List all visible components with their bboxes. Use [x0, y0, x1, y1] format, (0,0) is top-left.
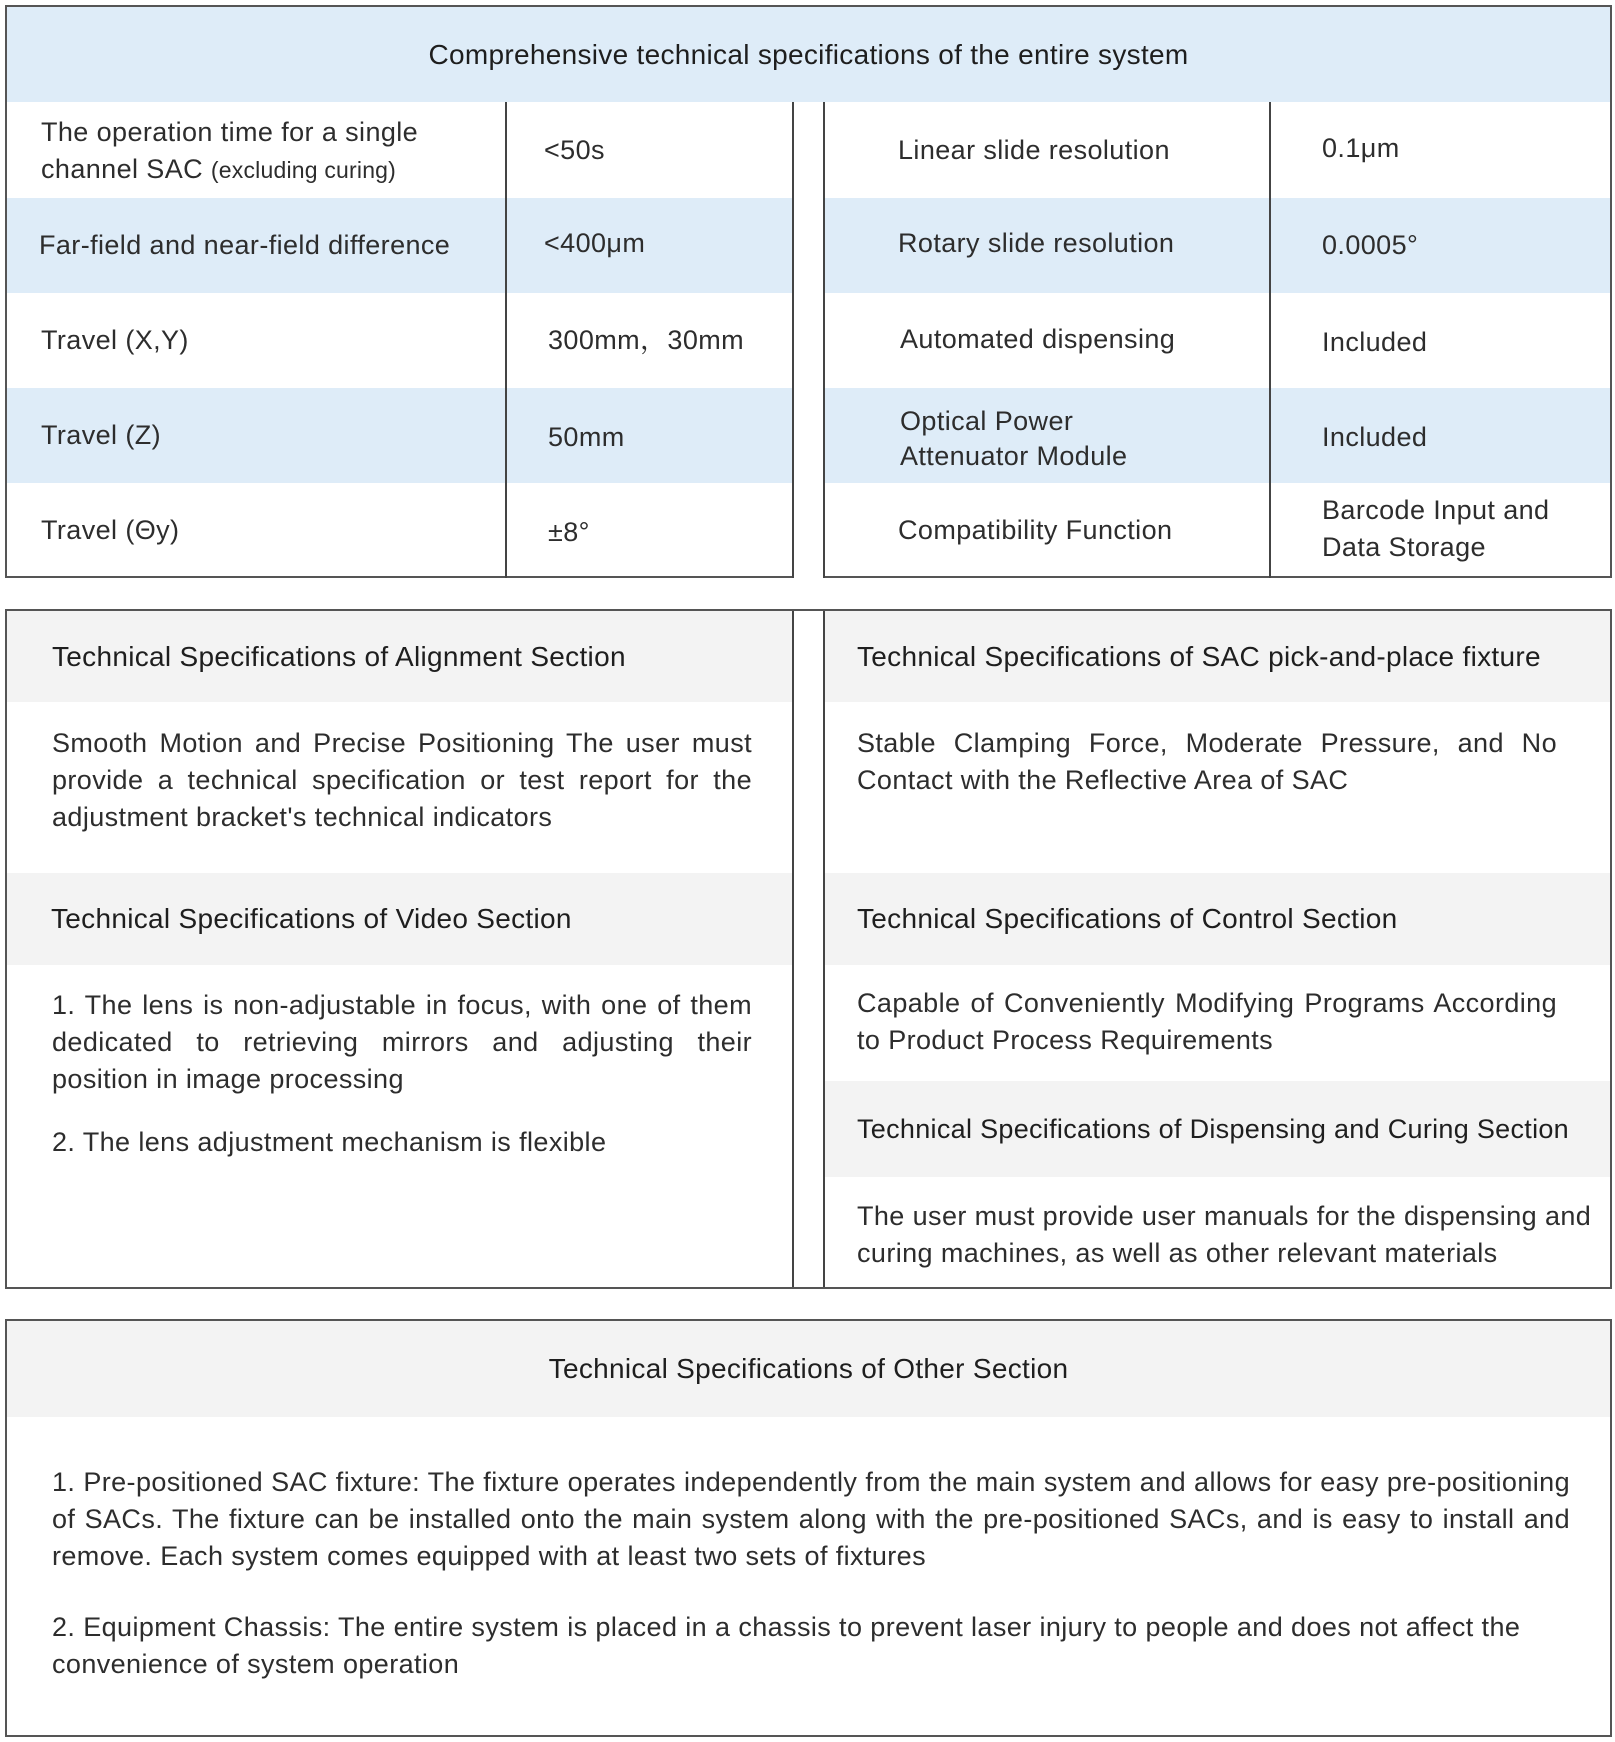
row-5-spec-text: Compatibility Function: [898, 515, 1173, 545]
other-item-2: [52, 1609, 1570, 1683]
row-1-label: [41, 114, 481, 189]
center-gap: [793, 102, 824, 578]
row-5-label-text: Travel (Θy): [41, 515, 180, 545]
dispensing-body-text: The user must provide user manuals for the dispensing and curing machines, as well as other relevant materials: [857, 1201, 1592, 1268]
row-5-spec-value-text: Barcode Input and Data Storage: [1322, 495, 1550, 562]
row-5-spec-value: [1322, 492, 1592, 566]
row-3-spec: [900, 292, 1175, 387]
fixture-title-text: Technical Specifications of SAC pick-and-place fixture: [857, 640, 1541, 672]
row-2-label: [39, 198, 450, 293]
row-1-spec-text: Linear slide resolution: [898, 134, 1170, 165]
other-item-2-text: 2. Equipment Chassis: The entire system is placed in a chassis to prevent laser injury to people and does not affect the convenience of system operation: [52, 1612, 1521, 1679]
alignment-body: [52, 725, 752, 836]
control-body: [857, 985, 1557, 1059]
system-spec-table: [5, 5, 1612, 578]
dispensing-title-text: Technical Specifications of Dispensing and Curing Section: [857, 1114, 1569, 1144]
alignment-title-text: Technical Specifications of Alignment Section: [52, 640, 626, 672]
row-3-value: [548, 293, 744, 388]
row-4-value-text: 50mm: [548, 422, 625, 452]
row-1-spec-value: [1322, 100, 1400, 196]
other-item-1: [52, 1464, 1570, 1575]
row-3-label-text: Travel (X,Y): [41, 325, 189, 355]
row-1-value-text: <50s: [544, 134, 605, 165]
row-1-label-text: The operation time for a single channel SAC: [41, 117, 419, 184]
other-spec-table: [5, 1319, 1612, 1737]
section-center-gap: [794, 611, 824, 1287]
divider-col-1: [505, 102, 507, 578]
row-3-spec-value: [1322, 295, 1427, 390]
control-title: [857, 873, 1398, 965]
fixture-body-text: Stable Clamping Force, Moderate Pressure, and No Contact with the Reflective Area of SAC: [857, 728, 1557, 795]
divider-col-3: [1269, 102, 1271, 578]
row-2-spec-value: [1322, 198, 1418, 293]
row-4-label: [41, 388, 161, 483]
system-table-header: [7, 7, 1610, 102]
control-title-text: Technical Specifications of Control Section: [857, 903, 1398, 934]
section-divider-b: [823, 611, 825, 1287]
row-3-label: [41, 293, 189, 388]
row-1-spec: [898, 102, 1170, 198]
row-1-label-note: (excluding curing): [210, 157, 397, 183]
dispensing-body: [857, 1198, 1592, 1272]
section-spec-table: [5, 609, 1612, 1289]
row-2-spec: [898, 196, 1174, 291]
row-4-value: [548, 390, 625, 485]
divider-col-2a: [792, 102, 794, 578]
dispensing-title: [857, 1081, 1569, 1177]
alignment-body-text: Smooth Motion and Precise Positioning The user must provide a technical specification or test report for the adjustment bracket's technical indicators: [52, 728, 752, 832]
row-2-value-text: <400μm: [544, 228, 646, 258]
row-2-label-text: Far-field and near-field difference: [39, 230, 451, 260]
other-title: Technical Specifications of Other Section: [548, 1353, 1069, 1384]
other-header-band: [7, 1321, 1610, 1417]
row-4-spec-text: Optical Power Attenuator Module: [900, 406, 1128, 471]
video-title-text: Technical Specifications of Video Section: [51, 903, 572, 934]
video-item-1: [52, 987, 752, 1098]
row-3-spec-text: Automated dispensing: [900, 324, 1176, 354]
row-2-value: [544, 196, 645, 291]
row-5-spec: [898, 483, 1172, 578]
row-5-value-text: ±8°: [548, 517, 590, 547]
row-4-spec: [900, 404, 1200, 474]
alignment-title: [52, 611, 626, 702]
row-3-spec-value-text: Included: [1322, 327, 1428, 357]
control-body-text: Capable of Conveniently Modifying Programs According to Product Process Requirements: [857, 988, 1557, 1055]
fixture-body: [857, 725, 1557, 799]
divider-col-2b: [823, 102, 825, 578]
row-2-spec-text: Rotary slide resolution: [898, 228, 1175, 258]
row-3-value-text: 300mm，30mm: [548, 325, 745, 355]
video-title: [51, 873, 572, 965]
row-4-spec-value-text: Included: [1322, 422, 1428, 452]
row-5-label: [41, 483, 179, 578]
row-1-spec-value-text: 0.1μm: [1322, 132, 1400, 163]
row-4-spec-value: [1322, 390, 1427, 485]
row-1-value: [544, 102, 605, 198]
video-item-2: [52, 1124, 752, 1161]
section-divider-a: [792, 611, 794, 1287]
fixture-title: [857, 611, 1541, 702]
row-5-value: [548, 485, 590, 580]
video-item-1-text: 1. The lens is non-adjustable in focus, with one of them dedicated to retrieving mirrors and adjusting their position in image processing: [52, 990, 752, 1094]
video-item-2-text: 2. The lens adjustment mechanism is flexible: [52, 1127, 607, 1157]
row-4-label-text: Travel (Z): [41, 420, 161, 450]
other-item-1-text: 1. Pre-positioned SAC fixture: The fixture operates independently from the main system and allows for easy pre-positioning of SACs. The fixture can be installed onto the main system along with the pre-positioned SACs, and is easy to install and remove. Each system comes equipped with at least two sets of fixtures: [52, 1467, 1570, 1571]
system-table-title: Comprehensive technical specifications of the entire system: [428, 38, 1189, 70]
row-2-spec-value-text: 0.0005°: [1322, 230, 1419, 260]
